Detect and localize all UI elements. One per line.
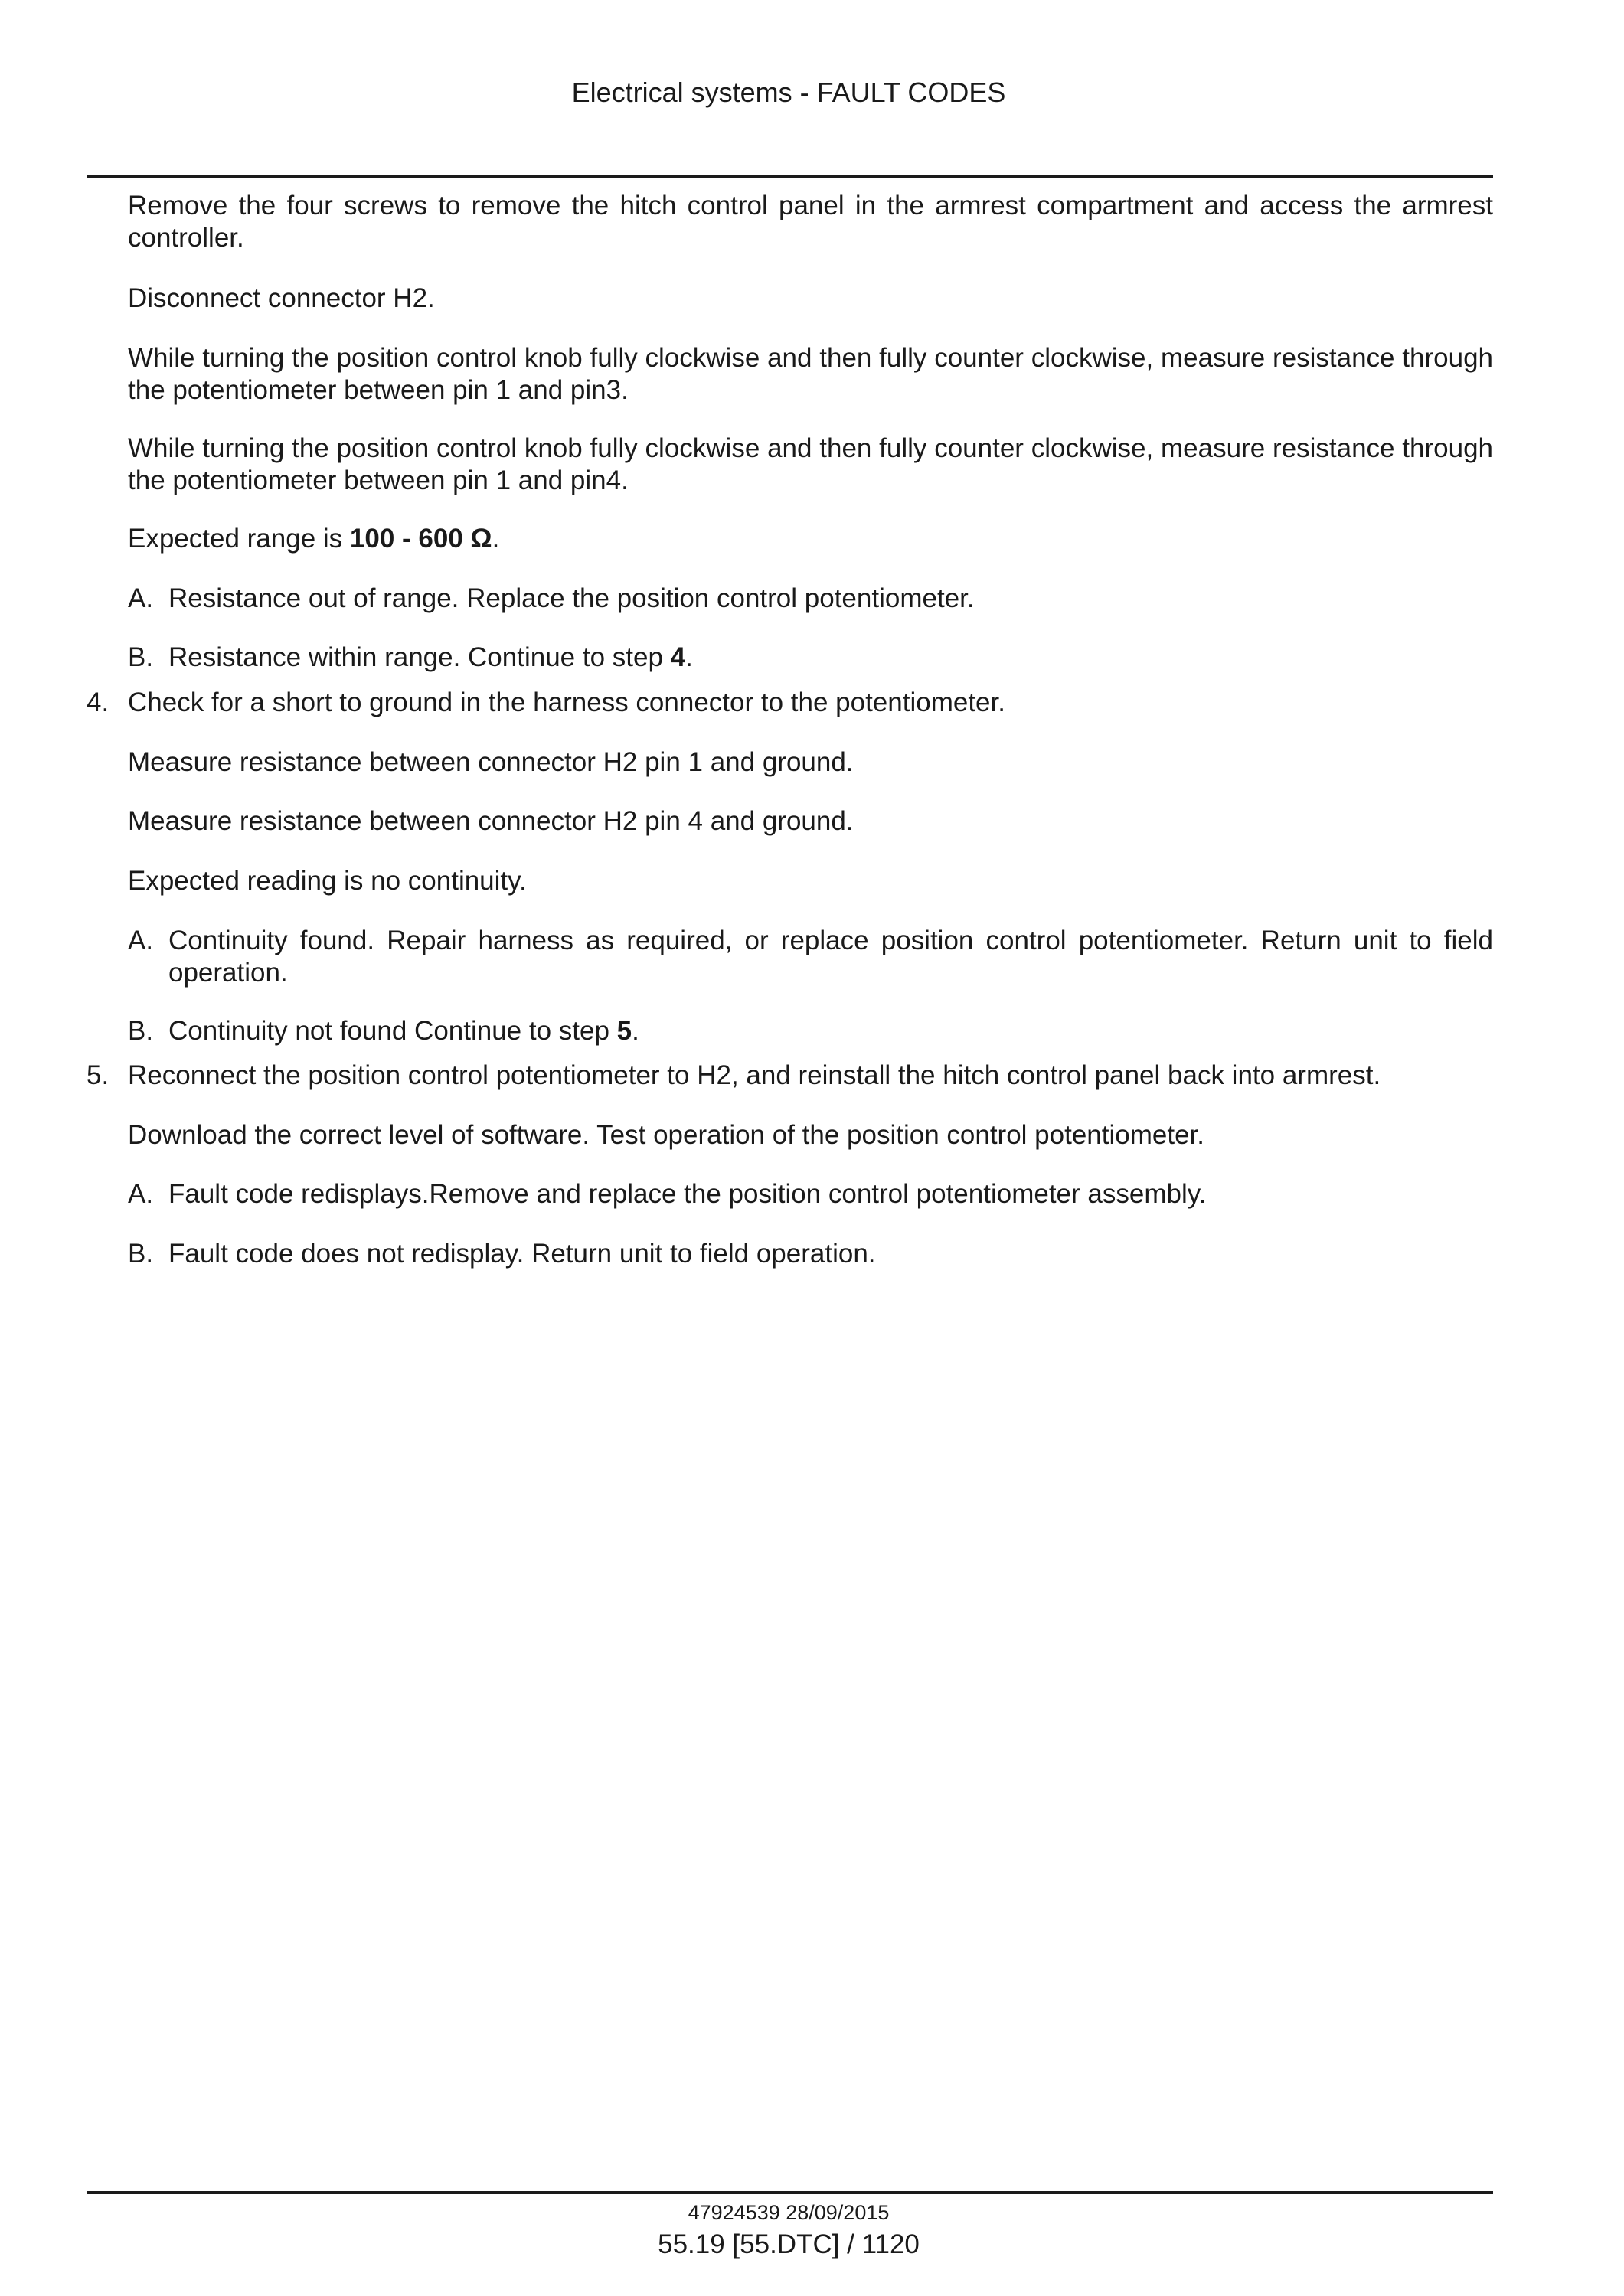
sub-item-resistance-within: Resistance within range. Continue to step 4.: [168, 642, 693, 672]
paragraph-expected-reading: Expected reading is no continuity.: [128, 866, 527, 896]
step-number: 5.: [87, 1060, 109, 1090]
paragraph-measure-h2-pin4: Measure resistance between connector H2 pin 4 and ground.: [128, 806, 854, 836]
page-header-title: Electrical systems - FAULT CODES: [571, 77, 1006, 108]
sub-item-fault-not-redisplay: Fault code does not redisplay. Return unit to field operation.: [168, 1239, 876, 1269]
sub-item-continuity-found: Continuity found. Repair harness as required, or replace position control potentiometer. Return unit to field operation.: [168, 926, 1493, 988]
footer-document-code: 47924539 28/09/2015: [688, 2201, 890, 2224]
paragraph-measure-pin3: While turning the position control knob fully clockwise and then fully counter clockwise, measure resistance through the potentiometer between pin 1 and pin3.: [128, 343, 1493, 405]
paragraph-download-software: Download the correct level of software. Test operation of the position control potentiometer.: [128, 1120, 1204, 1150]
paragraph-measure-h2-pin1: Measure resistance between connector H2 pin 1 and ground.: [128, 747, 854, 777]
paragraph-disconnect: Disconnect connector H2.: [128, 283, 435, 313]
expected-range-value: 100 - 600 Ω: [349, 524, 492, 554]
sub-item-fault-redisplays: Fault code redisplays.Remove and replace the position control potentiometer assembly.: [168, 1179, 1207, 1209]
step-reference: 5: [616, 1016, 632, 1046]
paragraph-measure-pin4: While turning the position control knob fully clockwise and then fully counter clockwise, measure resistance through the potentiometer between pin 1 and pin4.: [128, 433, 1493, 495]
sub-item-continuity-not-found: Continuity not found Continue to step 5.: [168, 1016, 639, 1046]
paragraph-remove-screws: Remove the four screws to remove the hitch control panel in the armrest compartment and access the armrest controller.: [128, 191, 1493, 253]
footer-divider: [87, 2191, 1493, 2194]
footer-page-number: 55.19 [55.DTC] / 1120: [658, 2229, 920, 2259]
step-reference: 4: [670, 642, 686, 672]
sub-item-letter: B.: [128, 1239, 154, 1269]
sub-item-letter: A.: [128, 583, 154, 613]
step-number: 4.: [87, 687, 109, 717]
paragraph-expected-range: Expected range is 100 - 600 Ω.: [128, 524, 500, 554]
sub-item-letter: B.: [128, 642, 154, 672]
sub-item-letter: B.: [128, 1016, 154, 1046]
sub-item-resistance-out: Resistance out of range. Replace the position control potentiometer.: [168, 583, 975, 613]
sub-item-letter: A.: [128, 1179, 154, 1209]
sub-item-letter: A.: [128, 926, 154, 955]
step-5-text: Reconnect the position control potentiometer to H2, and reinstall the hitch control panel back into armrest.: [128, 1060, 1381, 1090]
step-4-text: Check for a short to ground in the harness connector to the potentiometer.: [128, 687, 1005, 717]
